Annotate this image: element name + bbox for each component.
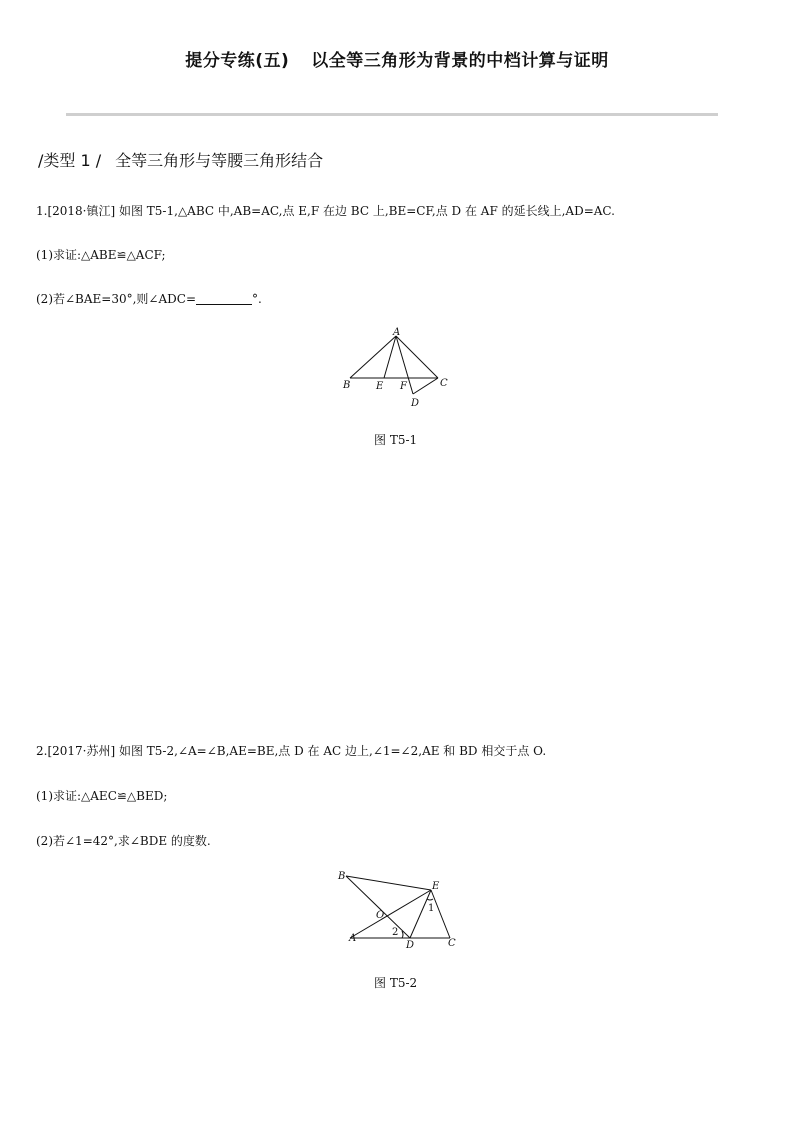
problem1-stem: 1.[2018·镇江] 如图 T5-1,△ABC 中,AB=AC,点 E,F 在边 BC 上,BE=CF,点 D 在 AF 的延长线上,AD=AC. (36, 204, 616, 218)
label-angle-2: 2 (392, 927, 399, 938)
problem1-part2-unit: °. (252, 292, 262, 306)
angle-1-arc (427, 899, 433, 900)
section-prefix: /类型 1 / (38, 151, 102, 170)
figure-t5-1-caption: 图 T5-1 (374, 433, 418, 447)
page-title (0, 46, 794, 71)
label-b: B (338, 871, 346, 882)
answer-blank (196, 292, 252, 305)
segment-ec (431, 890, 450, 938)
label-a: A (349, 933, 357, 944)
label-c: C (448, 938, 456, 949)
segment-dc (413, 378, 438, 394)
label-f: F (400, 381, 407, 392)
figure-t5-1 (338, 326, 458, 410)
segment-ae (350, 890, 431, 938)
problem2-part1: (1)求证:△AEC≌△BED; (36, 789, 168, 803)
label-c: C (440, 378, 448, 389)
problem2-stem: 2.[2017·苏州] 如图 T5-2,∠A=∠B,AE=BE,点 D 在 AC 边上,∠1=∠2,AE 和 BD 相交于点 O. (36, 744, 547, 758)
label-e: E (432, 881, 440, 892)
problem1-part2 (36, 290, 262, 307)
title-divider (66, 113, 718, 116)
problem2-part2: (2)若∠1=42°,求∠BDE 的度数. (36, 834, 211, 848)
label-a: A (393, 327, 401, 338)
label-o: O (376, 910, 385, 921)
segment-ae (384, 336, 396, 378)
label-b: B (343, 380, 351, 391)
label-angle-1: 1 (428, 903, 435, 914)
angle-2-arc (402, 931, 403, 938)
figure-t5-2 (330, 868, 468, 952)
title-left: 提分专练(五) (185, 51, 290, 71)
figure-t5-2-caption: 图 T5-2 (374, 976, 418, 990)
problem1-part1: (1)求证:△ABE≌△ACF; (36, 248, 166, 262)
section-heading (38, 148, 323, 171)
label-d: D (406, 940, 415, 951)
problem1-part2-text: (2)若∠BAE=30°,则∠ADC= (36, 292, 197, 306)
segment-ab (350, 336, 396, 378)
label-d: D (411, 398, 420, 409)
label-e: E (376, 381, 384, 392)
section-label: 全等三角形与等腰三角形结合 (115, 151, 324, 170)
title-right: 以全等三角形为背景的中档计算与证明 (311, 51, 609, 71)
segment-de (410, 890, 431, 938)
